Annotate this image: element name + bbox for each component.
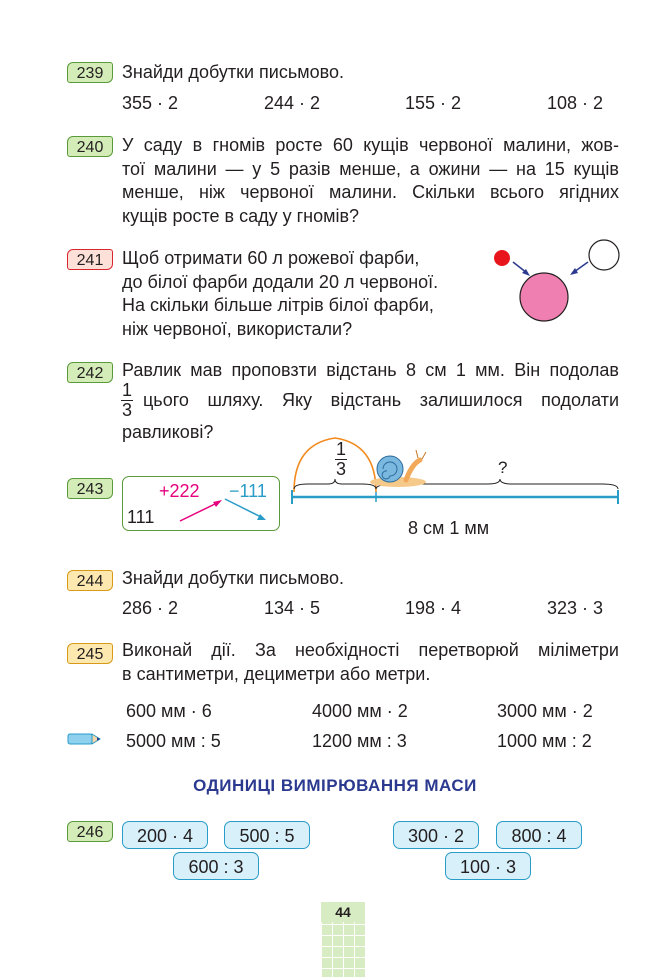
expr-239-4: 108 · 2 bbox=[547, 93, 604, 113]
task-245-line: в сантиметри, дециметри або метри. bbox=[122, 663, 431, 684]
unknown-distance-label: ? bbox=[498, 458, 508, 477]
expr-239-2: 244 · 2 bbox=[264, 93, 321, 113]
task-number-239: 239 bbox=[67, 62, 113, 83]
task-240-line: У саду в гномів росте 60 кущів червоної малини, жов- bbox=[122, 135, 619, 155]
expr-pill: 300 · 2 bbox=[393, 821, 479, 849]
task-241-line: Щоб отримати 60 л рожевої фарби, bbox=[122, 248, 420, 268]
section-heading: ОДИНИЦІ ВИМІРЮВАННЯ МАСИ bbox=[193, 776, 477, 795]
task-245-line: Виконай дії. За необхідності перетворюй міліметри bbox=[122, 640, 619, 660]
task-240-line: кущів росте в саду у гномів? bbox=[122, 205, 360, 226]
third-brace bbox=[294, 479, 376, 489]
expr-pill: 500 : 5 bbox=[224, 821, 310, 849]
expr-pill: 200 · 4 bbox=[122, 821, 208, 849]
red-paint-drop bbox=[494, 250, 510, 266]
task-239-text: Знайди добутки письмово. bbox=[122, 62, 344, 82]
expr-245-6: 1000 мм : 2 bbox=[497, 731, 592, 751]
fraction-one-third bbox=[119, 381, 135, 420]
fraction-denominator: 3 bbox=[121, 400, 132, 420]
pink-paint-ball bbox=[520, 273, 568, 321]
arrow-icon bbox=[225, 499, 261, 517]
task-240-text bbox=[122, 134, 619, 228]
expr-239-3: 155 · 2 bbox=[405, 93, 462, 113]
expr-pill: 100 · 3 bbox=[445, 852, 531, 880]
expr-244-4: 323 · 3 bbox=[547, 598, 604, 618]
page-number-tab bbox=[321, 902, 365, 977]
task-number-241: 241 bbox=[67, 249, 113, 270]
task-241-line: ніж червоної, використали? bbox=[122, 318, 353, 339]
expr-239-1: 355 · 2 bbox=[122, 93, 179, 113]
task-number-245: 245 bbox=[67, 643, 113, 664]
number-chain-box bbox=[122, 476, 280, 531]
task-number-246: 246 bbox=[67, 821, 113, 842]
task-number-243: 243 bbox=[67, 478, 113, 499]
task-242-line3: равликові? bbox=[122, 422, 214, 442]
task-241-text bbox=[122, 247, 482, 341]
paint-mixing-illustration bbox=[486, 236, 626, 328]
task-242-line2: цього шляху. Яку відстань залишилося подолати bbox=[143, 390, 619, 410]
arc-fraction-one-third bbox=[333, 440, 349, 479]
expr-pill: 600 : 3 bbox=[173, 852, 259, 880]
expr-244-2: 134 · 5 bbox=[264, 598, 321, 618]
white-paint-drop bbox=[589, 240, 619, 270]
task-240-line: тої малини — у 5 разів менше, а ожини — на 15 кущів bbox=[122, 158, 619, 179]
task-241-line: На скільки більше літрів білої фарби, bbox=[122, 295, 434, 315]
task-241-line: до білої фарби додали 20 л червоної. bbox=[122, 271, 439, 292]
task-242-line1: Равлик мав проповзти відстань 8 см 1 мм. Він подолав bbox=[122, 360, 619, 380]
task-240-line: менше, ніж червоної малини. Скільки всього ягідних bbox=[122, 182, 619, 202]
task-number-242: 242 bbox=[67, 362, 113, 383]
expr-pill: 800 : 4 bbox=[496, 821, 582, 849]
task-245-text bbox=[122, 639, 619, 686]
expr-245-5: 1200 мм : 3 bbox=[312, 731, 407, 751]
page-number: 44 bbox=[321, 902, 365, 922]
arrow-icon bbox=[180, 503, 217, 521]
minus-operation: −111 bbox=[229, 481, 267, 501]
task-number-240: 240 bbox=[67, 136, 113, 157]
expr-245-1: 600 мм · 6 bbox=[126, 701, 212, 721]
arrowhead-icon bbox=[570, 268, 578, 275]
fraction-numerator: 1 bbox=[121, 380, 132, 400]
start-number: 111 bbox=[127, 507, 155, 527]
arrowhead-icon bbox=[213, 500, 222, 507]
expr-245-4: 5000 мм : 5 bbox=[126, 731, 221, 751]
expr-244-1: 286 · 2 bbox=[122, 598, 179, 618]
plus-operation: +222 bbox=[159, 481, 200, 501]
fraction-numerator: 1 bbox=[335, 439, 346, 459]
task-244-text: Знайди добутки письмово. bbox=[122, 568, 344, 588]
expr-245-3: 3000 мм · 2 bbox=[497, 701, 593, 721]
total-distance-label: 8 см 1 мм bbox=[408, 518, 490, 538]
fraction-denominator: 3 bbox=[335, 459, 346, 479]
snail-icon bbox=[370, 450, 426, 487]
pencil-icon bbox=[66, 732, 102, 746]
chain-arrows bbox=[175, 493, 275, 529]
task-number-244: 244 bbox=[67, 570, 113, 591]
expr-244-3: 198 · 4 bbox=[405, 598, 462, 618]
expr-245-2: 4000 мм · 2 bbox=[312, 701, 408, 721]
